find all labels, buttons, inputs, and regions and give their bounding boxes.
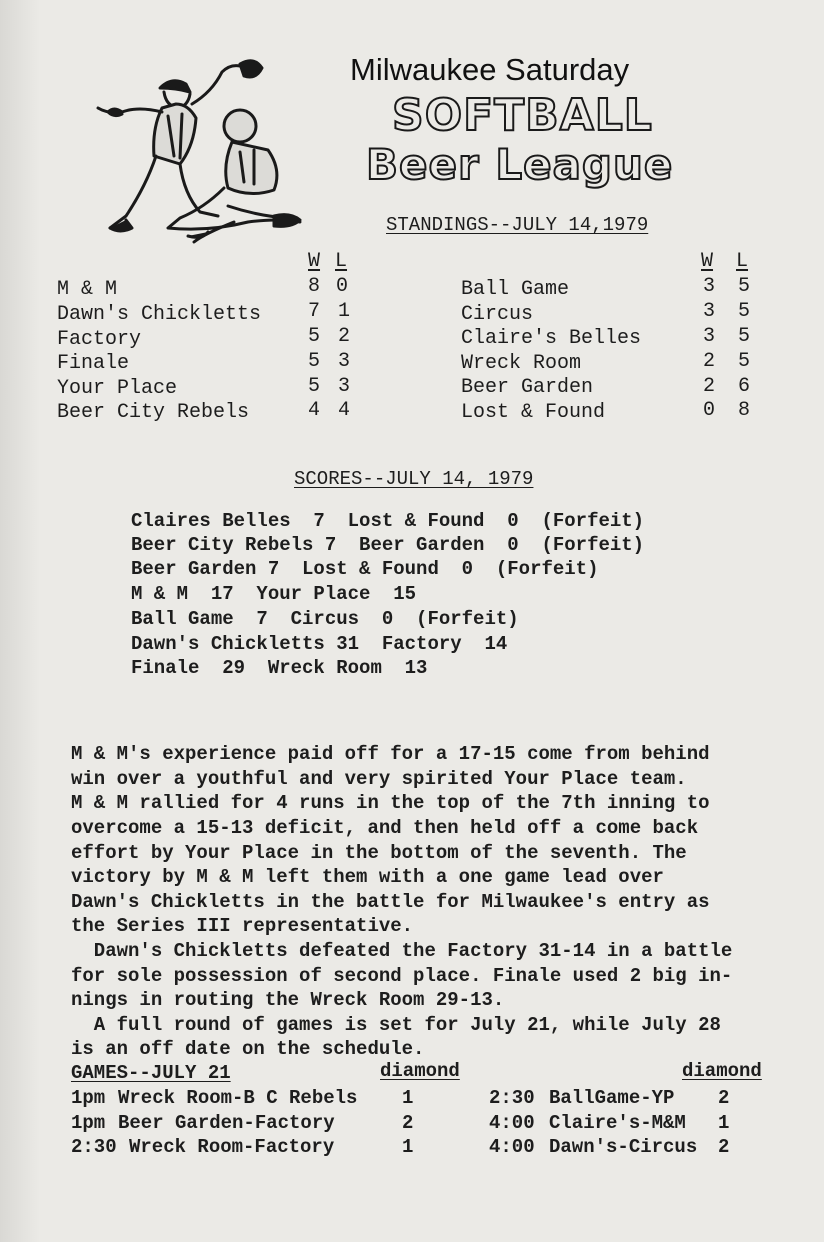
standings-left-w-label: W <box>308 250 321 273</box>
standings-team: Wreck Room <box>461 352 582 375</box>
score-line: Dawn's Chickletts 31 Factory 14 <box>131 633 508 655</box>
games-heading: GAMES--JULY 21 <box>71 1062 231 1084</box>
title-beer-league: Beer League <box>366 140 674 189</box>
standings-wins: 2 <box>703 375 716 398</box>
game-match: Wreck Room-Factory <box>129 1136 335 1158</box>
game-match: Beer Garden-Factory <box>118 1112 335 1134</box>
scores-heading: SCORES--JULY 14, 1979 <box>294 468 534 490</box>
standings-wins: 2 <box>703 350 716 373</box>
score-line: Beer Garden 7 Lost & Found 0 (Forfeit) <box>131 558 599 580</box>
game-match: Claire's-M&M <box>549 1112 686 1134</box>
standings-team: Circus <box>461 303 534 326</box>
standings-losses: 5 <box>738 325 751 348</box>
standings-losses: 5 <box>738 300 751 323</box>
standings-team: Ball Game <box>461 278 570 301</box>
game-time: 4:00 <box>489 1112 535 1134</box>
score-line: Finale 29 Wreck Room 13 <box>131 657 428 679</box>
score-line: Beer City Rebels 7 Beer Garden 0 (Forfeit) <box>131 534 645 556</box>
title-softball: SOFTBALL <box>392 90 653 141</box>
game-match: BallGame-YP <box>549 1087 675 1109</box>
standings-team: Dawn's Chickletts <box>57 303 262 326</box>
article-line: win over a youthful and very spirited Your Place team. <box>71 768 687 790</box>
standings-wins: 8 <box>308 275 321 298</box>
game-time: 2:30 <box>489 1087 535 1109</box>
article-line: A full round of games is set for July 21, while July 28 <box>71 1014 721 1036</box>
standings-losses: 3 <box>338 375 351 398</box>
standings-left-l-label: L <box>335 250 348 273</box>
article-line: nings in routing the Wreck Room 29-13. <box>71 989 505 1011</box>
standings-losses: 8 <box>738 399 751 422</box>
standings-losses: 4 <box>338 399 351 422</box>
standings-team: Beer Garden <box>461 376 594 399</box>
game-time: 1pm <box>71 1112 106 1134</box>
game-time: 2:30 <box>71 1136 117 1158</box>
article-line: is an off date on the schedule. <box>71 1038 425 1060</box>
standings-team: Beer City Rebels <box>57 401 250 424</box>
standings-right-l-label: L <box>736 250 749 273</box>
games-left-diamond-label: diamond <box>380 1060 460 1082</box>
article-line: overcome a 15-13 deficit, and then held off a come back <box>71 817 699 839</box>
game-diamond: 1 <box>402 1136 414 1158</box>
score-line: Ball Game 7 Circus 0 (Forfeit) <box>131 608 519 630</box>
standings-losses: 3 <box>338 350 351 373</box>
standings-wins: 5 <box>308 325 321 348</box>
game-match: Wreck Room-B C Rebels <box>118 1087 358 1109</box>
game-diamond: 1 <box>718 1112 730 1134</box>
score-line: Claires Belles 7 Lost & Found 0 (Forfeit) <box>131 510 645 532</box>
standings-team: M & M <box>57 278 118 301</box>
standings-losses: 5 <box>738 350 751 373</box>
standings-team: Finale <box>57 352 130 375</box>
games-right-diamond-label: diamond <box>682 1060 762 1082</box>
game-match: Dawn's-Circus <box>549 1136 698 1158</box>
standings-wins: 3 <box>703 300 716 323</box>
score-line: M & M 17 Your Place 15 <box>131 583 417 605</box>
standings-team: Claire's Belles <box>461 327 642 350</box>
standings-losses: 1 <box>338 300 351 323</box>
article-line: the Series III representative. <box>71 915 414 937</box>
page-edge-shadow <box>0 0 40 1242</box>
standings-wins: 4 <box>308 399 321 422</box>
article-line: effort by Your Place in the bottom of the seventh. The <box>71 842 687 864</box>
title-city-day: Milwaukee Saturday <box>350 52 630 87</box>
standings-wins: 3 <box>703 325 716 348</box>
standings-wins: 7 <box>308 300 321 323</box>
game-diamond: 2 <box>718 1136 730 1158</box>
article-line: for sole possession of second place. Finale used 2 big in- <box>71 965 733 987</box>
standings-losses: 6 <box>738 375 751 398</box>
article-line: M & M rallied for 4 runs in the top of the 7th inning to <box>71 792 710 814</box>
standings-heading: STANDINGS--JULY 14,1979 <box>386 214 649 236</box>
game-diamond: 2 <box>402 1112 414 1134</box>
standings-team: Lost & Found <box>461 401 606 424</box>
softball-player-illustration <box>64 56 309 246</box>
standings-losses: 5 <box>738 275 751 298</box>
standings-losses: 0 <box>336 275 349 298</box>
article-line: Dawn's Chickletts defeated the Factory 31-14 in a battle <box>71 940 733 962</box>
article-line: M & M's experience paid off for a 17-15 come from behind <box>71 743 710 765</box>
standings-right-w-label: W <box>701 250 714 273</box>
standings-team: Factory <box>57 328 142 351</box>
standings-wins: 5 <box>308 375 321 398</box>
game-diamond: 2 <box>718 1087 730 1109</box>
article-line: victory by M & M left them with a one game lead over <box>71 866 664 888</box>
article-line: Dawn's Chickletts in the battle for Milwaukee's entry as <box>71 891 710 913</box>
standings-losses: 2 <box>338 325 351 348</box>
standings-wins: 3 <box>703 275 716 298</box>
game-time: 4:00 <box>489 1136 535 1158</box>
game-diamond: 1 <box>402 1087 414 1109</box>
game-time: 1pm <box>71 1087 106 1109</box>
standings-wins: 5 <box>308 350 321 373</box>
standings-team: Your Place <box>57 377 178 400</box>
standings-wins: 0 <box>703 399 716 422</box>
